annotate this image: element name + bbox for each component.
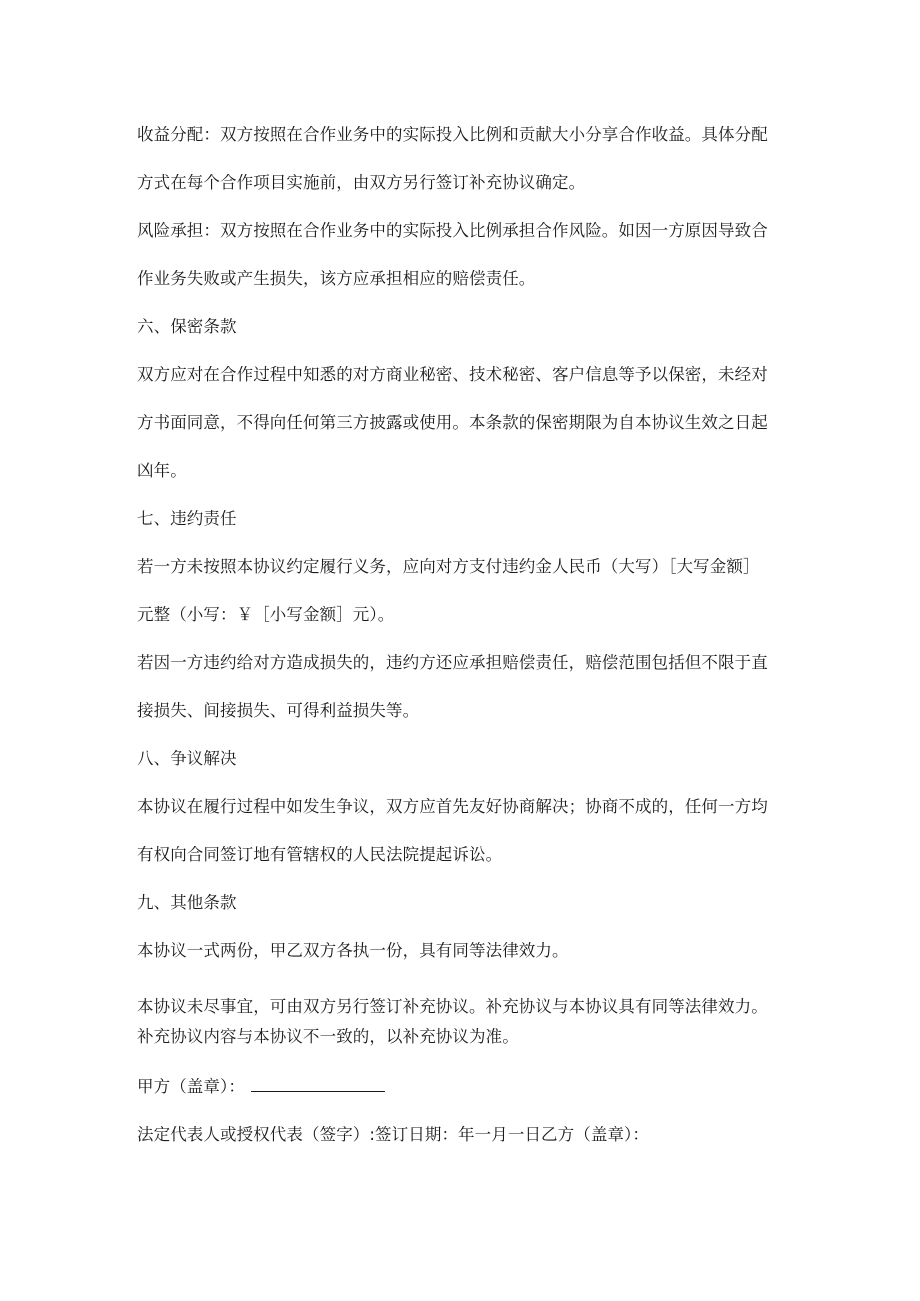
party-a-label: 甲方（盖章）： <box>137 1077 245 1096</box>
party-a-signature-blank <box>251 1074 385 1092</box>
risk-line-1: 风险承担：双方按照在合作业务中的实际投入比例承担合作风险。如因一方原因导致合 <box>137 221 768 240</box>
section-8-line-1: 本协议在履行过程中如发生争议，双方应首先友好协商解决；协商不成的，任何一方均 <box>137 797 768 816</box>
section-8-line-2: 有权向合同签订地有管辖权的人民法院提起诉讼。 <box>137 845 503 864</box>
section-8-heading: 八、争议解决 <box>137 749 237 768</box>
section-9-para-2-line-1: 本协议未尽事宜，可由双方另行签订补充协议。补充协议与本协议具有同等法律效力。 <box>137 997 768 1016</box>
section-6-line-3: 凶年。 <box>137 461 187 480</box>
profit-line-1: 收益分配：双方按照在合作业务中的实际投入比例和贡献大小分享合作收益。具体分配 <box>137 125 768 144</box>
section-9-para-1: 本协议一式两份，甲乙双方各执一份，具有同等法律效力。 <box>137 941 569 960</box>
section-7-heading: 七、违约责任 <box>137 509 237 528</box>
representative-line: 法定代表人或授权代表（签字）:签订日期：年一月一日乙方（盖章）： <box>137 1125 650 1144</box>
party-a-signature-row <box>137 1074 385 1098</box>
section-7-para-2-line-1: 若因一方违约给对方造成损失的，违约方还应承担赔偿责任，赔偿范围包括但不限于直 <box>137 653 768 672</box>
section-7-para-1-line-2: 元整（小写：￥［小写金额］元）。 <box>137 605 395 624</box>
section-6-heading: 六、保密条款 <box>137 317 237 336</box>
risk-line-2: 作业务失败或产生损失，该方应承担相应的赔偿责任。 <box>137 269 536 288</box>
section-7-para-1-line-1: 若一方未按照本协议约定履行义务，应向对方支付违约金人民币（大写）［大写金额］ <box>137 557 760 576</box>
section-9-para-2-line-2: 补充协议内容与本协议不一致的，以补充协议为准。 <box>137 1027 519 1046</box>
section-6-line-2: 方书面同意，不得向任何第三方披露或使用。本条款的保密期限为自本协议生效之日起 <box>137 413 768 432</box>
profit-line-2: 方式在每个合作项目实施前，由双方另行签订补充协议确定。 <box>137 173 586 192</box>
section-9-heading: 九、其他条款 <box>137 893 237 912</box>
section-7-para-2-line-2: 接损失、间接损失、可得利益损失等。 <box>137 701 420 720</box>
section-6-line-1: 双方应对在合作过程中知悉的对方商业秘密、技术秘密、客户信息等予以保密，未经对 <box>137 365 768 384</box>
